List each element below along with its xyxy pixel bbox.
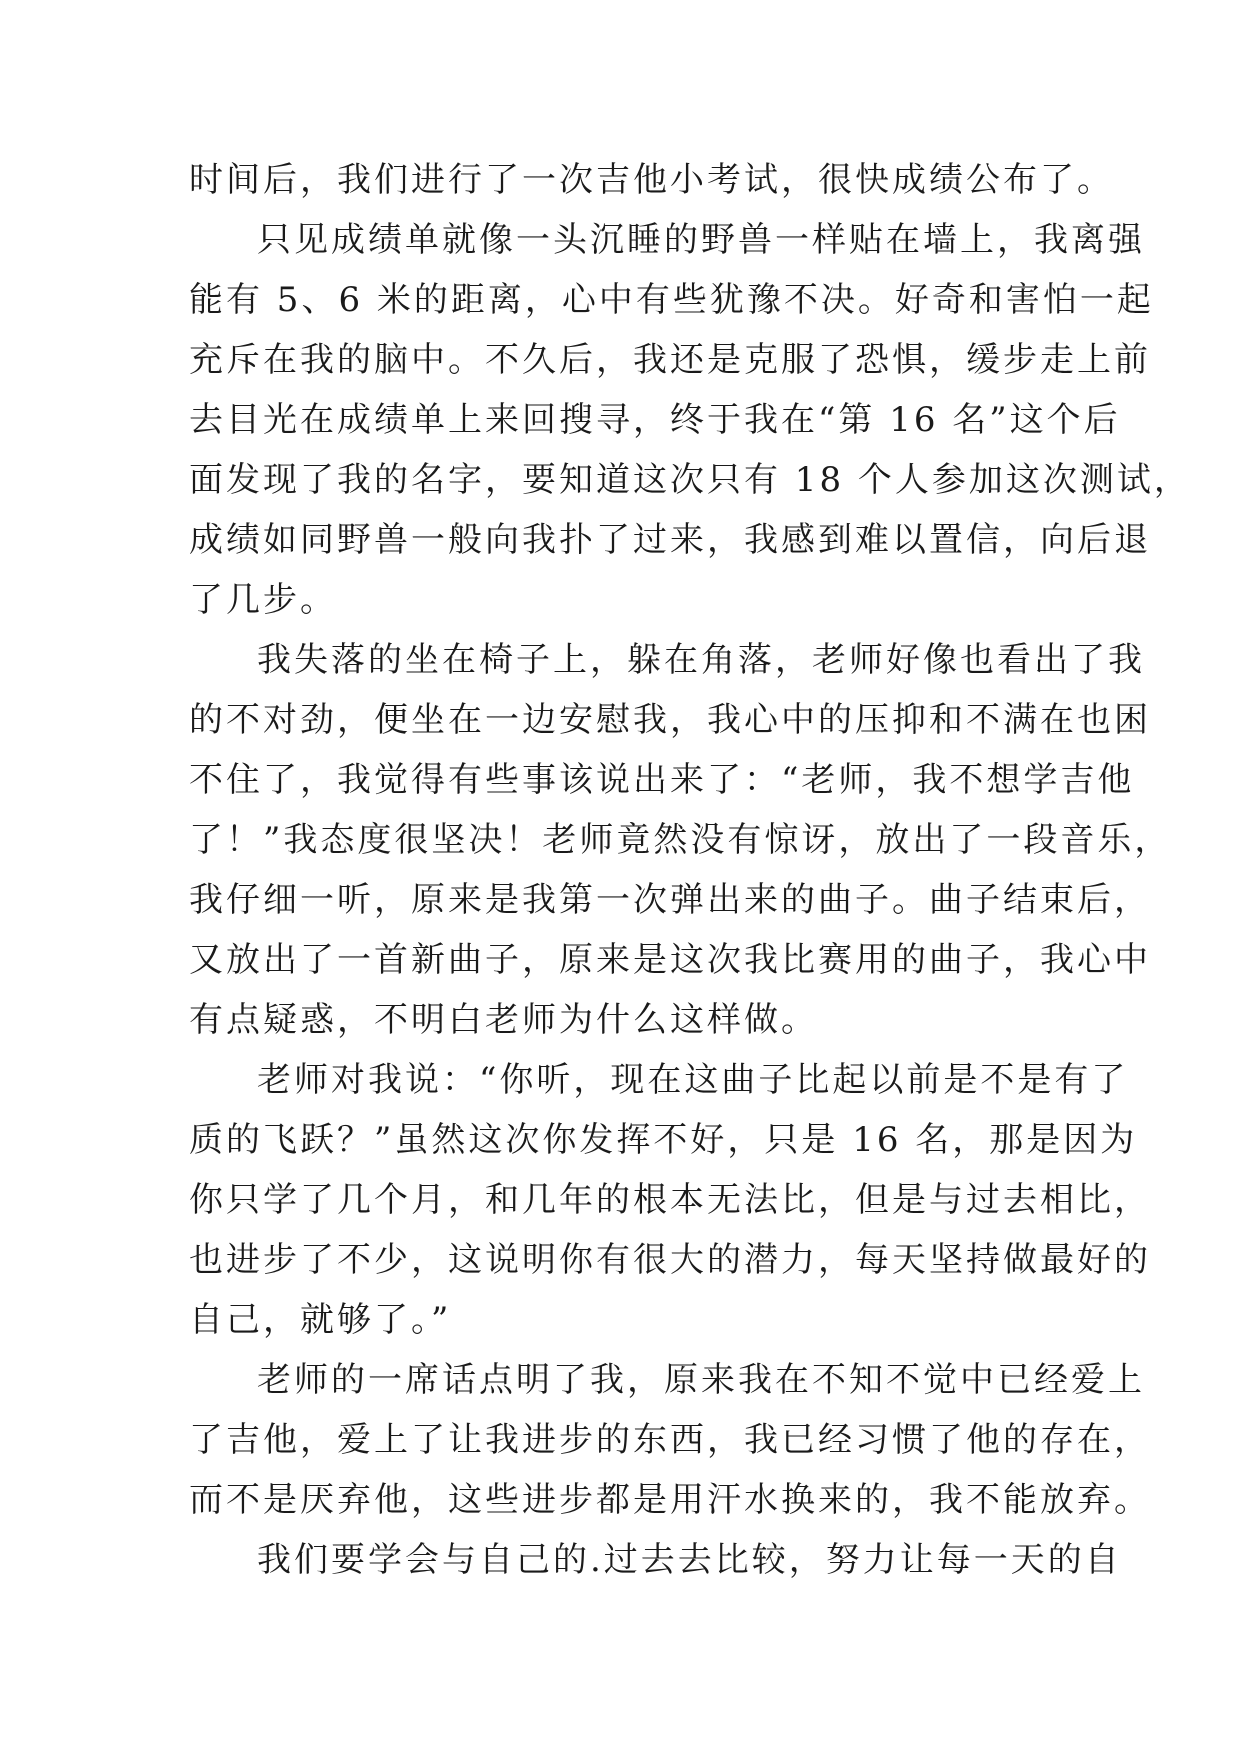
- text-line: 我仔细一听，原来是我第一次弹出来的曲子。曲子结束后，: [189, 880, 1151, 920]
- text-line: 也进步了不少，这说明你有很大的潜力，每天坚持做最好的: [189, 1240, 1151, 1280]
- text-line: 而不是厌弃他，这些进步都是用汗水换来的，我不能放弃。: [189, 1480, 1151, 1520]
- paragraph-first-line: 老师对我说：“你听，现在这曲子比起以前是不是有了: [257, 1060, 1129, 1100]
- text-line: 你只学了几个月，和几年的根本无法比，但是与过去相比，: [189, 1180, 1151, 1220]
- text-line: 充斥在我的脑中。不久后，我还是克服了恐惧，缓步走上前: [189, 340, 1151, 380]
- text-line: 的不对劲，便坐在一边安慰我，我心中的压抑和不满在也困: [189, 700, 1151, 740]
- text-line: 了！”我态度很坚决！老师竟然没有惊讶，放出了一段音乐，: [189, 820, 1172, 860]
- text-line: 又放出了一首新曲子，原来是这次我比赛用的曲子，我心中: [189, 940, 1151, 980]
- paragraph-first-line: 老师的一席话点明了我，原来我在不知不觉中已经爱上: [257, 1360, 1145, 1400]
- text-line: 了吉他，爱上了让我进步的东西，我已经习惯了他的存在，: [189, 1420, 1151, 1460]
- text-line: 去目光在成绩单上来回搜寻，终于我在“第 16 名”这个后: [189, 400, 1121, 440]
- paragraph-first-line: 只见成绩单就像一头沉睡的野兽一样贴在墙上，我离强: [257, 220, 1145, 260]
- text-line: 自己，就够了。”: [189, 1300, 452, 1340]
- text-line: 面发现了我的名字，要知道这次只有 18 个人参加这次测试，: [189, 460, 1191, 500]
- paragraph-first-line: 我们要学会与自己的.过去去比较，努力让每一天的自: [257, 1540, 1122, 1580]
- text-line: 质的飞跃？”虽然这次你发挥不好，只是 16 名，那是因为: [189, 1120, 1138, 1160]
- text-line: 不住了，我觉得有些事该说出来了：“老师，我不想学吉他: [189, 760, 1135, 800]
- document-body: [189, 150, 1191, 1590]
- text-line: 成绩如同野兽一般向我扑了过来，我感到难以置信，向后退: [189, 520, 1151, 560]
- text-line: 时间后，我们进行了一次吉他小考试，很快成绩公布了。: [189, 160, 1114, 200]
- paragraph-first-line: 我失落的坐在椅子上，躲在角落，老师好像也看出了我: [257, 640, 1145, 680]
- text-line: 能有 5、6 米的距离，心中有些犹豫不决。好奇和害怕一起: [189, 280, 1154, 320]
- text-line: 有点疑惑，不明白老师为什么这样做。: [189, 1000, 818, 1040]
- text-line: 了几步。: [189, 580, 337, 620]
